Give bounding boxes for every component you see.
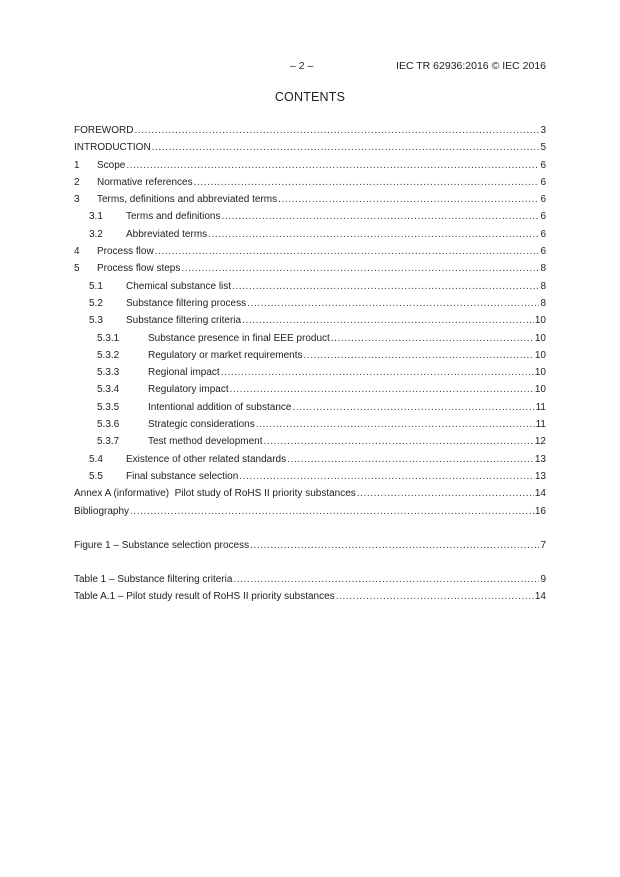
- toc-entry-5-2[interactable]: [74, 295, 546, 312]
- toc-entry-3-2[interactable]: [74, 226, 546, 243]
- dot-leader: [287, 451, 534, 468]
- toc-entry-annex-a[interactable]: [74, 485, 546, 502]
- dot-leader: [292, 399, 534, 416]
- toc-number: 5.3.1: [97, 332, 120, 344]
- dot-leader: [221, 364, 534, 381]
- figure-page: 7: [540, 539, 546, 551]
- dot-leader: [239, 468, 534, 485]
- toc-number: 5: [74, 263, 80, 275]
- dot-leader: [357, 485, 534, 502]
- toc-label: Substance filtering process: [126, 297, 247, 309]
- dot-leader: [256, 416, 535, 433]
- table-of-contents: [74, 122, 546, 606]
- toc-label: Intentional addition of substance: [148, 401, 292, 413]
- dot-leader: [208, 226, 539, 243]
- toc-number: 3: [74, 194, 80, 206]
- toc-label: Substance filtering criteria: [126, 315, 242, 327]
- toc-entry-5-3-2[interactable]: [74, 347, 546, 364]
- toc-entry-bibliography[interactable]: [74, 503, 546, 520]
- toc-page: 10: [534, 367, 546, 379]
- toc-number: 1: [74, 159, 80, 171]
- dot-leader: [181, 260, 539, 277]
- toc-label: Bibliography: [74, 505, 130, 517]
- toc-label: INTRODUCTION: [74, 142, 151, 154]
- toc-entry-5-3-6[interactable]: [74, 416, 546, 433]
- toc-number: 5.5: [89, 470, 103, 482]
- toc-entry-process-flow[interactable]: [74, 243, 546, 260]
- toc-label: Process flow: [97, 246, 154, 258]
- dot-leader: [304, 347, 534, 364]
- dot-leader: [247, 295, 539, 312]
- dot-leader: [155, 243, 540, 260]
- dot-leader: [242, 312, 534, 329]
- toc-label: Existence of other related standards: [126, 453, 287, 465]
- toc-page: 6: [540, 228, 546, 240]
- table-entry-a1[interactable]: [74, 588, 546, 605]
- toc-label: Regulatory impact: [148, 384, 229, 396]
- toc-page: 13: [534, 453, 546, 465]
- toc-number: 5.4: [89, 453, 103, 465]
- toc-page: 6: [540, 211, 546, 223]
- toc-number: 5.3.7: [97, 436, 120, 448]
- toc-page: 6: [540, 246, 546, 258]
- toc-page: 6: [540, 194, 546, 206]
- table-page: 9: [540, 574, 546, 586]
- dot-leader: [331, 330, 534, 347]
- toc-page: 3: [540, 125, 546, 136]
- toc-entry-introduction[interactable]: [74, 139, 546, 156]
- toc-label: Substance presence in final EEE product: [148, 332, 330, 344]
- figure-label: Figure 1 – Substance selection process: [74, 539, 250, 551]
- toc-number: 4: [74, 246, 80, 258]
- toc-label: Annex A (informative) Pilot study of RoHS II priority substances: [74, 488, 356, 500]
- toc-page: 8: [540, 297, 546, 309]
- dot-leader: [230, 381, 534, 398]
- toc-entry-5-1[interactable]: [74, 278, 546, 295]
- dot-leader: [336, 588, 534, 605]
- toc-number: 5.3.6: [97, 419, 120, 431]
- dot-leader: [222, 208, 540, 225]
- toc-entry-5-3-1[interactable]: [74, 330, 546, 347]
- toc-entry-process-flow-steps[interactable]: [74, 260, 546, 277]
- toc-label: Regional impact: [148, 367, 220, 379]
- toc-number: 5.3.3: [97, 367, 120, 379]
- toc-label: Scope: [97, 159, 126, 171]
- toc-page: 10: [534, 384, 546, 396]
- toc-page: 6: [540, 159, 546, 171]
- toc-number: 5.3: [89, 315, 103, 327]
- dot-leader: [130, 503, 534, 520]
- toc-page: 10: [534, 315, 546, 327]
- toc-number: 2: [74, 176, 80, 188]
- toc-page: 14: [534, 488, 546, 500]
- toc-page: 8: [540, 263, 546, 275]
- table-page: 14: [534, 591, 546, 603]
- toc-entry-foreword[interactable]: [74, 122, 546, 139]
- toc-page: 13: [534, 470, 546, 482]
- toc-entry-5-3-7[interactable]: [74, 433, 546, 450]
- toc-page: 11: [535, 419, 546, 431]
- dot-leader: [264, 433, 534, 450]
- toc-label: Final substance selection: [126, 470, 239, 482]
- toc-page: 6: [540, 176, 546, 188]
- contents-title: CONTENTS: [274, 90, 346, 104]
- dot-leader: [134, 122, 539, 139]
- toc-label: Process flow steps: [97, 263, 181, 275]
- toc-label: Terms and definitions: [126, 211, 221, 223]
- toc-label: Strategic considerations: [148, 419, 255, 431]
- toc-label: Terms, definitions and abbreviated terms: [97, 194, 278, 206]
- toc-label: FOREWORD: [74, 125, 134, 136]
- toc-entry-terms-definitions[interactable]: [74, 191, 546, 208]
- dot-leader: [152, 139, 540, 156]
- toc-entry-scope[interactable]: [74, 157, 546, 174]
- toc-number: 5.3.2: [97, 349, 120, 361]
- toc-number: 5.3.5: [97, 401, 120, 413]
- section-gap: [74, 520, 546, 537]
- dot-leader: [232, 278, 539, 295]
- toc-entry-5-3[interactable]: [74, 312, 546, 329]
- toc-number: 3.1: [89, 211, 103, 223]
- toc-number: 3.2: [89, 228, 103, 240]
- dot-leader: [250, 537, 539, 554]
- table-label: Table A.1 – Pilot study result of RoHS II priority substances: [74, 591, 335, 603]
- section-gap: [74, 554, 546, 571]
- toc-page: 10: [534, 349, 546, 361]
- dot-leader: [233, 571, 539, 588]
- toc-page: 8: [540, 280, 546, 292]
- toc-entry-5-3-4[interactable]: [74, 381, 546, 398]
- toc-label: Chemical substance list: [126, 280, 232, 292]
- toc-label: Regulatory or market requirements: [148, 349, 303, 361]
- toc-entry-5-3-3[interactable]: [74, 364, 546, 381]
- toc-number: 5.2: [89, 297, 103, 309]
- figure-entry-1[interactable]: [74, 537, 546, 554]
- page-header: [0, 60, 620, 74]
- toc-entry-5-3-5[interactable]: [74, 399, 546, 416]
- toc-page: 16: [534, 505, 546, 517]
- table-label: Table 1 – Substance filtering criteria: [74, 574, 233, 586]
- toc-number: 5.1: [89, 280, 103, 292]
- toc-number: 5.3.4: [97, 384, 120, 396]
- toc-entry-5-5[interactable]: [74, 468, 546, 485]
- dot-leader: [278, 191, 539, 208]
- toc-entry-3-1[interactable]: [74, 208, 546, 225]
- toc-page: 10: [534, 332, 546, 344]
- toc-entry-5-4[interactable]: [74, 451, 546, 468]
- table-entry-1[interactable]: [74, 571, 546, 588]
- toc-page: 12: [534, 436, 546, 448]
- toc-label: Abbreviated terms: [126, 228, 208, 240]
- page-number: – 2 –: [290, 60, 314, 72]
- toc-entry-normative-references[interactable]: [74, 174, 546, 191]
- document-identifier: IEC TR 62936:2016 © IEC 2016: [396, 60, 546, 72]
- toc-page: 5: [540, 142, 546, 154]
- toc-page: 11: [535, 401, 546, 413]
- dot-leader: [194, 174, 540, 191]
- toc-label: Normative references: [97, 176, 193, 188]
- toc-label: Test method development: [148, 436, 263, 448]
- dot-leader: [126, 157, 539, 174]
